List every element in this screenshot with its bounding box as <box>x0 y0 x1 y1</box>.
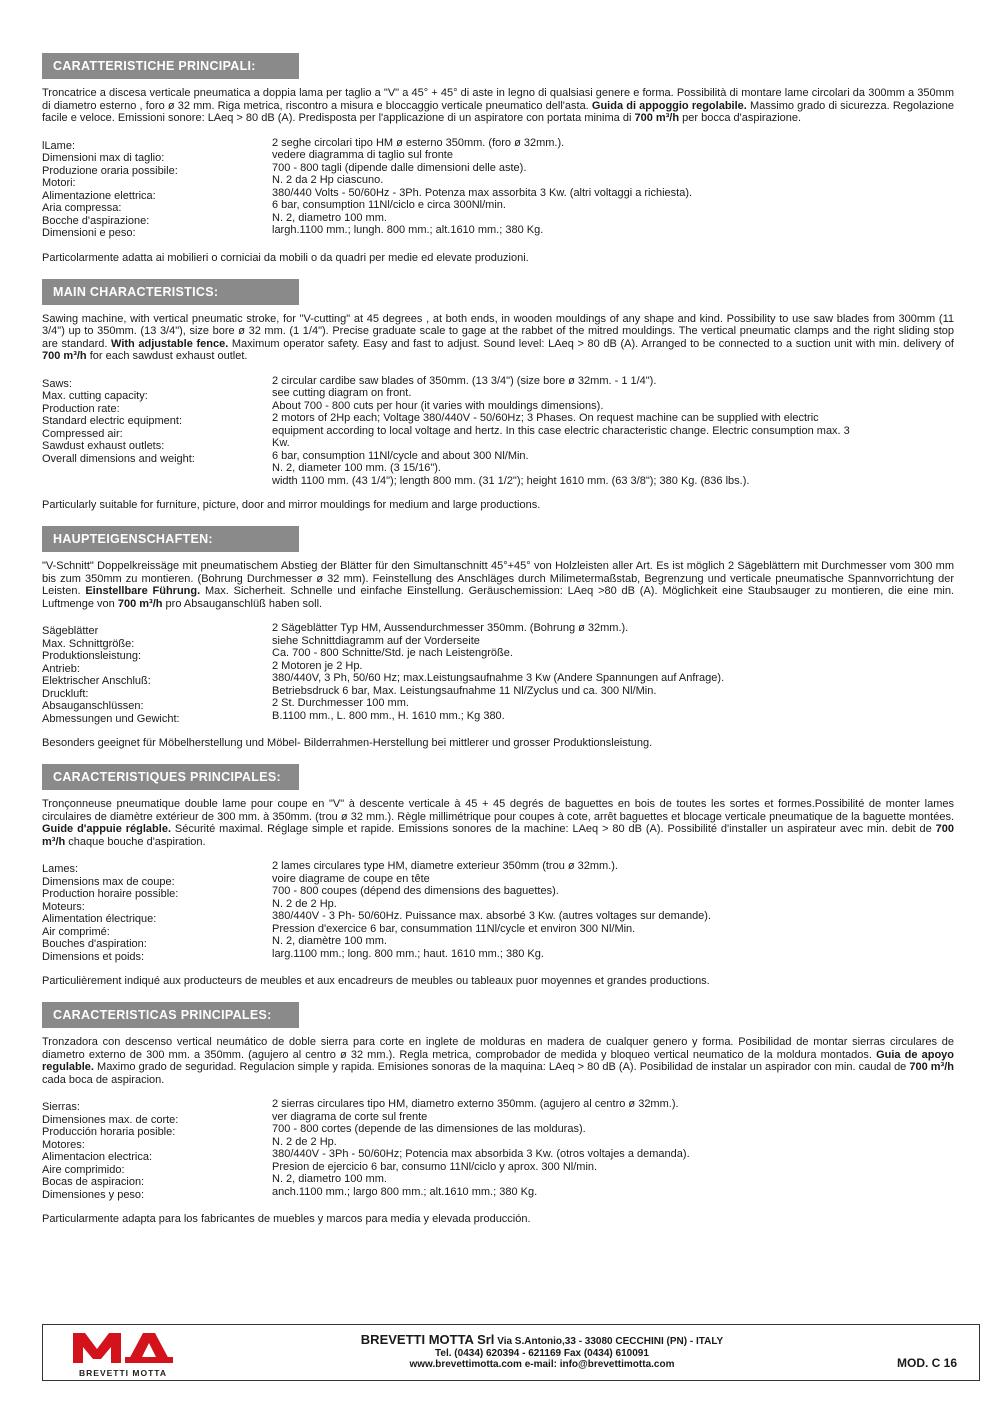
spec-table <box>42 137 954 240</box>
section-description: Troncatrice a discesa verticale pneumatica a doppia lama per taglio a "V" a 45° + 45° di aste in legno di qualsiasi genere e forma. Possibilità di montare lame circolari da 300mm a 350mm di diametro esterno , foro ø 32 mm. Riga metrica, riscontro a misura e bloccaggio verticale pneumatico dell'asta. Guida di appoggio regolabile. Massimo grado di sicurezza. Regolazione facile e veloce. Emissioni sonore: LAeq > 80 dB (A). Predisposta per l'applicazione di un aspiratore con portata minima di 700 m³/h per bocca d'aspirazione. <box>42 87 955 124</box>
spec-value: N. 2, diametro 100 mm. <box>272 1173 387 1185</box>
spec-label: Standard electric equipment: <box>42 415 183 427</box>
section-note: Particularly suitable for furniture, picture, door and mirror mouldings for medium and large productions. <box>42 499 541 511</box>
spec-value: N. 2 da 2 Hp ciascuno. <box>272 174 384 186</box>
logo-bar <box>125 1357 173 1363</box>
footer <box>42 1324 980 1381</box>
section-note: Particularmente adapta para los fabricantes de muebles y marcos para media y elevada producción. <box>42 1213 531 1225</box>
spec-label: Max. Schnittgröße: <box>42 637 135 650</box>
company-web: www.brevettimotta.com e-mail: info@brevettimotta.com <box>409 1359 675 1371</box>
spec-label: Elektrischer Anschluß: <box>42 675 151 687</box>
spec-label: Sägeblätter <box>42 625 99 637</box>
spec-value: 700 - 800 cortes (depende de las dimensiones de las molduras). <box>272 1123 586 1135</box>
spec-label: Dimensions et poids: <box>42 950 145 963</box>
spec-value: 2 St. Durchmesser 100 mm. <box>272 697 409 709</box>
spec-value: 6 bar, consumption 11Nl/ciclo e circa 300Nl/min. <box>272 199 506 211</box>
spec-label: Produktionsleistung: <box>42 650 142 662</box>
spec-value: N. 2, diametro 100 mm. <box>272 211 387 224</box>
spec-label: Alimentation électrique: <box>42 913 157 925</box>
spec-value: 2 motors of 2Hp each; Voltage 380/440V - 50/60Hz; 3 Phases. On request machine can be supplied with electric <box>272 412 819 424</box>
spec-labels <box>42 375 272 488</box>
spec-label: Compressed air: <box>42 427 123 440</box>
spec-label: Dimensioni max di taglio: <box>42 152 165 164</box>
spec-value: Presion de ejercicio 6 bar, consumo 11Nl/ciclo y aprox. 300 Nl/min. <box>272 1160 598 1173</box>
spec-value: 380/440V - 3 Ph- 50/60Hz. Puissance max. absorbé 3 Kw. (autres voltages sur demande). <box>272 910 712 922</box>
section-header: MAIN CHARACTERISTICS: <box>42 279 299 305</box>
brevetti-motta-logo <box>67 1325 217 1380</box>
spec-value: Kw. <box>272 437 290 449</box>
spec-table <box>42 860 954 963</box>
company-address: Via S.Antonio,33 - 33080 CECCHINI (PN) - ITALY <box>497 1336 724 1348</box>
model-code: MOD. C 16 <box>896 1355 957 1370</box>
spec-value: 700 - 800 tagli (dipende dalle dimensioni delle aste). <box>272 161 527 174</box>
spec-value: B.1100 mm., L. 800 mm., H. 1610 mm.; Kg 380. <box>272 709 505 722</box>
spec-label: Moteurs: <box>42 900 85 913</box>
spec-label: Saws: <box>42 377 72 390</box>
spec-values <box>272 860 954 963</box>
spec-value: Pression d'exercice 6 bar, consummation 11Nl/cycle et environ 300 Nl/Min. <box>272 922 636 935</box>
logo-m-shape <box>73 1333 121 1363</box>
spec-value: 2 circular cardibe saw blades of 350mm. (13 3/4") (size bore ø 32mm. - 1 1/4"). <box>272 374 657 387</box>
spec-value: N. 2 de 2 Hp. <box>272 1135 337 1148</box>
spec-label: Max. cutting capacity: <box>42 390 148 402</box>
spec-label: Abmessungen und Gewicht: <box>42 712 180 725</box>
spec-value: 700 - 800 coupes (dépend des dimensions des baguettes). <box>272 885 559 897</box>
spec-label: Sawdust exhaust outlets: <box>42 440 165 452</box>
spec-value: 380/440 Volts - 50/60Hz - 3Ph. Potenza max assorbita 3 Kw. (altri voltaggi a richiesta). <box>272 186 693 199</box>
logo-mark <box>71 1329 181 1365</box>
spec-value: Betriebsdruck 6 bar, Max. Leistungsaufnahme 11 Nl/Zyclus und ca. 300 Nl/Min. <box>272 684 657 697</box>
spec-label: Production rate: <box>42 402 120 415</box>
logo-text: BREVETTI MOTTA <box>79 1368 167 1378</box>
spec-label: Motores: <box>42 1138 85 1151</box>
section-es <box>42 1002 954 1226</box>
spec-value: see cutting diagram on front. <box>272 387 412 399</box>
spec-value: Ca. 700 - 800 Schnitte/Std. je nach Leistengröße. <box>272 647 513 659</box>
spec-label: Air comprimé: <box>42 925 110 938</box>
spec-value: siehe Schnittdiagramm auf der Vorderseite <box>272 634 480 647</box>
spec-value: width 1100 mm. (43 1/4"); length 800 mm. (31 1/2"); height 1610 mm. (63 3/8"); 380 Kg. (836 lbs.). <box>272 474 750 487</box>
company-info <box>187 1334 897 1371</box>
spec-value: 6 bar, consumption 11Nl/cycle and about 300 Nl/Min. <box>272 449 529 462</box>
spec-value: About 700 - 800 cuts per hour (it varies with mouldings dimensions). <box>272 399 604 412</box>
spec-label: Dimensioni e peso: <box>42 227 136 239</box>
spec-table <box>42 375 954 488</box>
spec-label: Absauganschlüssen: <box>42 700 144 712</box>
spec-label: Dimensions max de coupe: <box>42 875 175 888</box>
spec-value: voire diagrame de coupe en tête <box>272 872 430 885</box>
spec-value: larg.1100 mm.; long. 800 mm.; haut. 1610 mm.; 380 Kg. <box>272 947 544 960</box>
spec-value: N. 2, diamètre 100 mm. <box>272 935 387 947</box>
spec-label: Aire comprimido: <box>42 1163 125 1176</box>
section-description: Tronzadora con descenso vertical neumático de doble sierra para corte en inglete de molduras en madera de cualquer genero y forma. Posibilidad de montar sierras circulares de diametro externo de 300 mm. a 350mm. (agujero al centro ø 32 mm.). Regla metrica, comprobador de medida y bloqueo vertical neumatico de la moldura montados. Guia de apoyo regulable. Maximo grado de seguridad. Regulacion simple y rapida. Emisiones sonoras de la maquina: LAeq > 80 dB (A). Posibilidad de instalar un aspirador con min. caudal de 700 m³/h cada boca de aspiracion. <box>42 1036 954 1086</box>
spec-value: N. 2, diameter 100 mm. (3 15/16"). <box>272 462 441 474</box>
spec-label: Motori: <box>42 177 76 189</box>
company-name: BREVETTI MOTTA Srl <box>360 1332 495 1348</box>
spec-label: Production horaire possible: <box>42 888 179 900</box>
spec-label: Overall dimensions and weight: <box>42 452 195 465</box>
section-fr <box>42 764 954 988</box>
spec-value: ver diagrama de corte sul frente <box>272 1110 428 1123</box>
spec-label: Producción horaria posible: <box>42 1126 176 1138</box>
spec-labels <box>42 1098 272 1201</box>
section-header: CARACTERISTICAS PRINCIPALES: <box>42 1002 299 1028</box>
section-note: Particulièrement indiqué aux producteurs de meubles et aux encadreurs de meubles ou tableaux puor moyennes et grandes productions. <box>42 975 710 987</box>
spec-label: Dimensiones y peso: <box>42 1188 145 1201</box>
spec-value: 380/440V - 3Ph - 50/60Hz; Potencia max absorbida 3 Kw. (otros voltajes a demanda). <box>272 1148 690 1160</box>
spec-label: Dimensiones max. de corte: <box>42 1113 179 1126</box>
spec-label: Aria compressa: <box>42 202 122 214</box>
section-description: Sawing machine, with vertical pneumatic stroke, for "V-cutting" at 45 degrees , at both ends, in wooden mouldings of any shape and kind. Possibility to use saw blades from 300mm (11 3/4") up to 350mm. (13 3/4"), size bore ø 32 mm. (1 1/4"). Precise graduate scale to gage at the rabbet of the mitred mouldings. The vertical pneumatic clamps and the right sliding stop are standard. With adjustable fence. Maximum operator safety. Easy and fast to adjust. Sound level: LAeq > 80 dB (A). Arranged to be connected to a suction unit with min. delivery of 700 m³/h for each sawdust exhaust outlet. <box>42 312 954 362</box>
spec-label: lLame: <box>42 139 76 152</box>
spec-value: 2 sierras circulares tipo HM, diametro externo 350mm. (agujero al centro ø 32mm.). <box>272 1098 679 1110</box>
spec-values <box>272 1098 954 1201</box>
spec-value: equipment according to local voltage and hertz. In this case electric characteristic change. Electric consumption max. 3 <box>272 424 850 437</box>
section-description: "V-Schnitt" Doppelkreissäge mit pneumatischem Abstieg der Blätter für den Simultanschnitt 45°+45° von Holzleisten aller Art. Es ist möglich 2 Sägeblättern mit Durchmesser vom 300 mm bis zum 350mm zu montieren. (Bohrung Durchmesser ø 32 mm). Feinstellung des Anschläges durch Milimetermaßstab, Begrenzung und verticale pneumatische Spannvorrichtung der Leisten. Einstellbare Führung. Max. Sicherheit. Schnelle und einfache Einstellung. Geräuschemission: LAeq >80 dB (A). Möglichkeit eine Staubsauger zu montieren, die eine min. Luftmenge von 700 m³/h pro Absauganschlüß haben soll. <box>42 560 954 610</box>
company-phone: Tel. (0434) 620394 - 621169 Fax (0434) 610091 <box>435 1347 649 1359</box>
spec-values <box>272 375 954 488</box>
spec-value: 2 Motoren je 2 Hp. <box>272 659 363 672</box>
spec-label: Bouches d'aspiration: <box>42 938 147 950</box>
spec-label: Sierras: <box>42 1101 80 1113</box>
section-it <box>42 53 954 265</box>
spec-value: largh.1100 mm.; lungh. 800 mm.; alt.1610 mm.; 380 Kg. <box>272 224 544 236</box>
section-note: Besonders geeignet für Möbelherstellung und Möbel- Bilderrahmen-Herstellung bei mittlerer und grosser Produktionsleistung. <box>42 737 653 749</box>
spec-value: 2 Sägeblätter Typ HM, Aussendurchmesser 350mm. (Bohrung ø 32mm.). <box>272 622 629 634</box>
spec-value: N. 2 de 2 Hp. <box>272 897 337 910</box>
spec-label: Bocche d'aspirazione: <box>42 214 150 227</box>
section-header: HAUPTEIGENSCHAFTEN: <box>42 526 299 552</box>
spec-values <box>272 622 954 725</box>
section-en <box>42 279 954 513</box>
section-header: CARACTERISTIQUES PRINCIPALES: <box>42 764 299 790</box>
spec-label: Antrieb: <box>42 662 80 675</box>
spec-label: Lames: <box>42 863 79 875</box>
spec-value: 2 lames circulares type HM, diametre exterieur 350mm (trou ø 32mm.). <box>272 860 618 872</box>
spec-value: anch.1100 mm.; largo 800 mm.; alt.1610 mm.; 380 Kg. <box>272 1185 538 1198</box>
section-note: Particolarmente adatta ai mobilieri o corniciai da mobili o da quadri per medie ed elevate produzioni. <box>42 251 529 264</box>
spec-value: 380/440V, 3 Ph, 50/60 Hz; max.Leistungsaufnahme 3 Kw (Andere Spannungen auf Anfrage). <box>272 672 725 684</box>
section-de <box>42 526 954 750</box>
spec-labels <box>42 860 272 963</box>
document-body <box>42 53 954 1240</box>
spec-label: Produzione oraria possibile: <box>42 164 178 177</box>
spec-label: Druckluft: <box>42 687 89 700</box>
spec-label: Alimentazione elettrica: <box>42 189 156 202</box>
spec-table <box>42 622 954 725</box>
spec-labels <box>42 137 272 240</box>
section-header: CARATTERISTICHE PRINCIPALI: <box>42 53 299 79</box>
spec-table <box>42 1098 954 1201</box>
spec-label: Alimentacion electrica: <box>42 1151 153 1163</box>
spec-values <box>272 137 954 240</box>
spec-value: vedere diagramma di taglio sul fronte <box>272 149 453 161</box>
spec-value: 2 seghe circolari tipo HM ø esterno 350mm. (foro ø 32mm.). <box>272 136 565 149</box>
spec-label: Bocas de aspiracion: <box>42 1176 145 1188</box>
spec-labels <box>42 622 272 725</box>
section-description: Tronçonneuse pneumatique double lame pour coupe en "V" à descente verticale à 45 + 45 degrés de baguettes en bois de toutes les sortes et formes.Possibilité de monter lames circulaires de diamètre extérieur de 300 mm. à 350mm. (trou ø 32 mm.). Règle millimétrique pour coupes à cote, arrêt baguettes et blocage verticale pneumatique de la baguette montées. Guide d'appuie réglable. Sécurité maximal. Réglage simple et rapide. Emissions sonores de la machine: LAeq > 80 dB (A). Possibilité d'installer un aspirateur avec min. debit de 700 m³/h chaque bouche d'aspiration. <box>42 798 954 848</box>
